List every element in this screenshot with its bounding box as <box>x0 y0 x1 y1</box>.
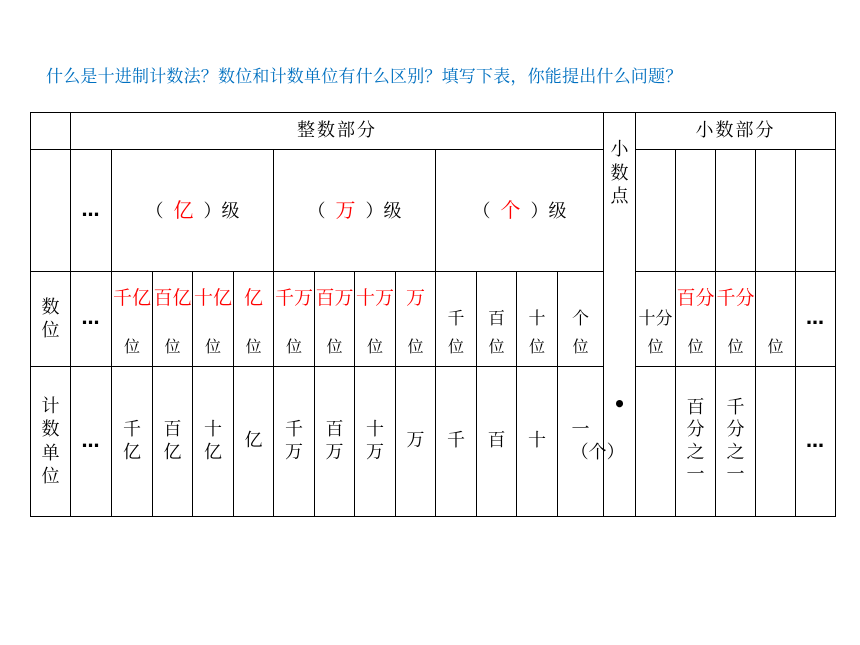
decimal-level-cell <box>716 150 756 272</box>
place-value-table <box>30 112 836 517</box>
place-value-unit: 个 <box>572 309 589 329</box>
decimal-level-cell <box>676 150 716 272</box>
decimal-unit-text: 千分之一 <box>726 396 745 485</box>
place-value-unit: 百亿 <box>153 287 192 309</box>
level-ge-fill: 个 <box>500 198 521 223</box>
place-value-unit: 万 <box>405 287 425 309</box>
place-value-unit: 十亿 <box>193 287 232 309</box>
counting-unit-cell <box>274 367 315 517</box>
place-value-unit: 十万 <box>355 287 394 309</box>
counting-unit-text: 十万 <box>365 419 384 463</box>
counting-unit-text: 百亿 <box>163 419 182 463</box>
counting-unit-cell <box>234 367 274 517</box>
decimal-level-cell <box>636 150 676 272</box>
row-label-unit: 计数单位 <box>31 367 71 517</box>
decimal-unit-cell <box>756 367 796 517</box>
decimal-place-unit: 百分 <box>676 287 715 309</box>
place-value-wei-label: 位 <box>285 336 302 356</box>
place-value-unit: 十 <box>528 309 546 329</box>
counting-unit-cell <box>153 367 193 517</box>
place-value-wei-label: 位 <box>326 336 343 356</box>
counting-unit-cell <box>315 367 355 517</box>
place-value-wei-label: 位 <box>407 336 424 356</box>
place-value-cell <box>274 272 315 367</box>
integer-part-header: 整数部分 <box>71 113 604 150</box>
counting-unit-text: 百 <box>487 430 506 452</box>
decimal-place-cell <box>676 272 716 367</box>
place-value-wei-label: 位 <box>528 336 545 356</box>
counting-unit-cell <box>112 367 153 517</box>
counting-unit-cell <box>355 367 396 517</box>
level-label-cell <box>31 150 71 272</box>
decimal-point-header: 小数点 <box>610 139 629 208</box>
counting-unit-text: 十 <box>527 430 546 452</box>
place-value-cell <box>355 272 396 367</box>
place-value-wei-label: 位 <box>164 336 181 356</box>
counting-unit-cell <box>477 367 517 517</box>
counting-unit-text: 千亿 <box>122 419 141 463</box>
place-value-wei-label: 位 <box>488 336 505 356</box>
place-value-cell <box>315 272 355 367</box>
place-value-cell <box>477 272 517 367</box>
corner-cell <box>31 113 71 150</box>
counting-unit-cell <box>396 367 436 517</box>
place-value-unit: 亿 <box>243 287 263 309</box>
decimal-place-wei-label: 位 <box>647 336 664 356</box>
place-value-cell <box>558 272 604 367</box>
counting-unit-text: 万 <box>406 430 425 452</box>
place-value-cell <box>396 272 436 367</box>
counting-unit-text: 一（个） <box>570 419 625 463</box>
place-value-cell <box>436 272 477 367</box>
place-value-wei-label: 位 <box>572 336 589 356</box>
decimal-part-header: 小数部分 <box>636 113 836 150</box>
level-yi-fill: 亿 <box>173 198 194 223</box>
question-text: 什么是十进制计数法？数位和计数单位有什么区别？填写下表，你能提出什么问题？ <box>46 67 683 87</box>
counting-unit-cell <box>558 367 625 517</box>
place-value-unit: 百 <box>488 309 505 329</box>
decimal-point-mark: • <box>613 392 626 416</box>
decimal-place-wei-label: 位 <box>687 336 704 356</box>
decimal-unit-cell <box>716 367 756 517</box>
place-value-cell <box>234 272 274 367</box>
place-value-wei-label: 位 <box>123 336 140 356</box>
counting-unit-text: 千万 <box>284 419 303 463</box>
place-value-unit: 百万 <box>315 287 354 309</box>
decimal-place-wei-label: 位 <box>727 336 744 356</box>
counting-unit-text: 亿 <box>244 430 263 452</box>
decimal-unit-text: 百分之一 <box>686 396 705 485</box>
counting-unit-cell <box>436 367 477 517</box>
counting-unit-cell <box>193 367 234 517</box>
decimal-unit-cell <box>676 367 716 517</box>
place-value-wei-label: 位 <box>245 336 262 356</box>
decimal-place-cell <box>756 272 796 367</box>
place-value-cell <box>112 272 153 367</box>
counting-unit-text: 千 <box>446 430 465 452</box>
row-label-place: 数位 <box>31 272 71 367</box>
counting-unit-text: 百万 <box>325 419 344 463</box>
decimal-unit-ellipsis: … <box>796 367 836 517</box>
level-yi: （ 亿 ）级 <box>112 150 274 272</box>
decimal-place-ellipsis: … <box>796 272 836 367</box>
decimal-level-cell <box>796 150 836 272</box>
level-wan-fill: 万 <box>335 198 356 223</box>
decimal-place-cell <box>636 272 676 367</box>
place-value-cell <box>153 272 193 367</box>
level-ellipsis: … <box>71 150 112 272</box>
place-value-wei-label: 位 <box>204 336 221 356</box>
level-ge: （ 个 ）级 <box>436 150 604 272</box>
decimal-place-unit: 十分 <box>638 309 673 329</box>
place-value-unit: 千亿 <box>112 287 151 309</box>
decimal-place-unit: 千分 <box>716 287 755 309</box>
place-ellipsis: … <box>71 272 112 367</box>
counting-unit-cell <box>517 367 558 517</box>
decimal-level-cell <box>756 150 796 272</box>
place-value-wei-label: 位 <box>447 336 464 356</box>
level-wan: （ 万 ）级 <box>274 150 436 272</box>
place-value-unit: 千万 <box>274 287 313 309</box>
unit-ellipsis: … <box>71 367 112 517</box>
decimal-place-cell <box>716 272 756 367</box>
place-value-cell <box>193 272 234 367</box>
place-value-cell <box>517 272 558 367</box>
decimal-place-wei-label: 位 <box>767 336 784 356</box>
decimal-unit-cell <box>636 367 676 517</box>
counting-unit-text: 十亿 <box>203 419 222 463</box>
place-value-unit: 千 <box>447 309 465 329</box>
place-value-wei-label: 位 <box>366 336 383 356</box>
